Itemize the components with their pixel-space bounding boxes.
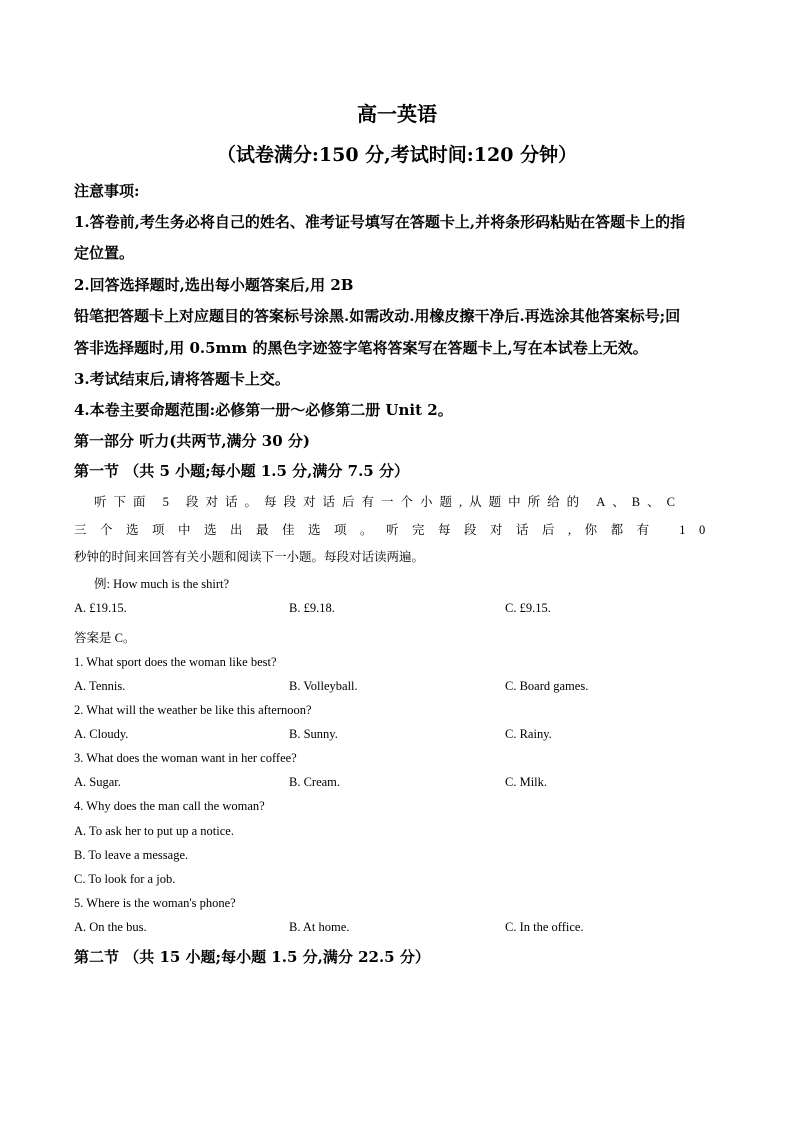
notice-item-1-line-1: 1.答卷前,考生务必将自己的姓名、准考证号填写在答题卡上,并将条形码粘贴在答题卡上的指: [74, 213, 686, 231]
question-3-option-b: B. Cream.: [289, 775, 341, 789]
page-title: 高一英语: [357, 102, 437, 126]
section2-heading: 第二节 （共 15 小题;每小题 1.5 分,满分 22.5 分）: [74, 948, 430, 966]
example-option-b: B. £9.18.: [289, 601, 335, 615]
question-3-option-c: C. Milk.: [505, 775, 548, 789]
example-option-c: C. £9.15.: [505, 601, 551, 615]
question-1-option-a: A. Tennis.: [74, 679, 126, 693]
question-2-option-a: A. Cloudy.: [74, 727, 129, 741]
instruction-line-1: 听下面 5 段对话。每段对话后有一个小题,从题中所给的 A、B、C: [94, 495, 682, 509]
notice-heading: 注意事项:: [74, 182, 140, 200]
question-4-option-b: B. To leave a message.: [74, 848, 189, 862]
notice-item-2-line-3: 答非选择题时,用 0.5mm 的黑色字迹签字笔将答案写在答题卡上,写在本试卷上无效。: [74, 339, 648, 357]
question-3: 3. What does the woman want in her coffee?: [74, 751, 297, 765]
question-2-option-b: B. Sunny.: [289, 727, 338, 741]
question-2: 2. What will the weather be like this afternoon?: [74, 703, 312, 717]
question-5-option-a: A. On the bus.: [74, 920, 147, 934]
notice-item-4: 4.本卷主要命题范围:必修第一册～必修第二册 Unit 2。: [74, 401, 453, 419]
notice-item-2-line-2: 铅笔把答题卡上对应题目的答案标号涂黑.如需改动.用橡皮擦干净后.再选涂其他答案标号;回: [74, 307, 681, 325]
page-subtitle: （试卷满分:150 分,考试时间:120 分钟）: [216, 144, 578, 166]
example-option-a: A. £19.15.: [74, 601, 127, 615]
notice-item-3: 3.考试结束后,请将答题卡上交。: [74, 370, 290, 388]
example-answer: 答案是 C。: [74, 631, 136, 645]
question-4-option-c: C. To look for a job.: [74, 872, 176, 886]
question-3-option-a: A. Sugar.: [74, 775, 121, 789]
question-4: 4. Why does the man call the woman?: [74, 799, 265, 813]
question-4-option-a: A. To ask her to put up a notice.: [74, 824, 234, 838]
example-question: 例: How much is the shirt?: [94, 577, 230, 591]
instruction-line-3: 秒钟的时间来回答有关小题和阅读下一小题。每段对话读两遍。: [74, 550, 425, 564]
question-5-option-c: C. In the office.: [505, 920, 584, 934]
instruction-line-2: 三个选项中选出最佳选项。听完每段对话后,你都有 10: [74, 523, 719, 537]
question-5: 5. Where is the woman's phone?: [74, 896, 236, 910]
notice-item-1-line-2: 定位置。: [74, 244, 135, 262]
question-5-option-b: B. At home.: [289, 920, 350, 934]
question-1-option-c: C. Board games.: [505, 679, 589, 693]
section1-heading: 第一节 （共 5 小题;每小题 1.5 分,满分 7.5 分）: [74, 462, 409, 480]
notice-item-2-line-1: 2.回答选择题时,选出每小题答案后,用 2B: [74, 276, 354, 294]
question-1: 1. What sport does the woman like best?: [74, 655, 277, 669]
question-2-option-c: C. Rainy.: [505, 727, 552, 741]
question-1-option-b: B. Volleyball.: [289, 679, 358, 693]
part1-heading: 第一部分 听力(共两节,满分 30 分): [74, 432, 310, 450]
